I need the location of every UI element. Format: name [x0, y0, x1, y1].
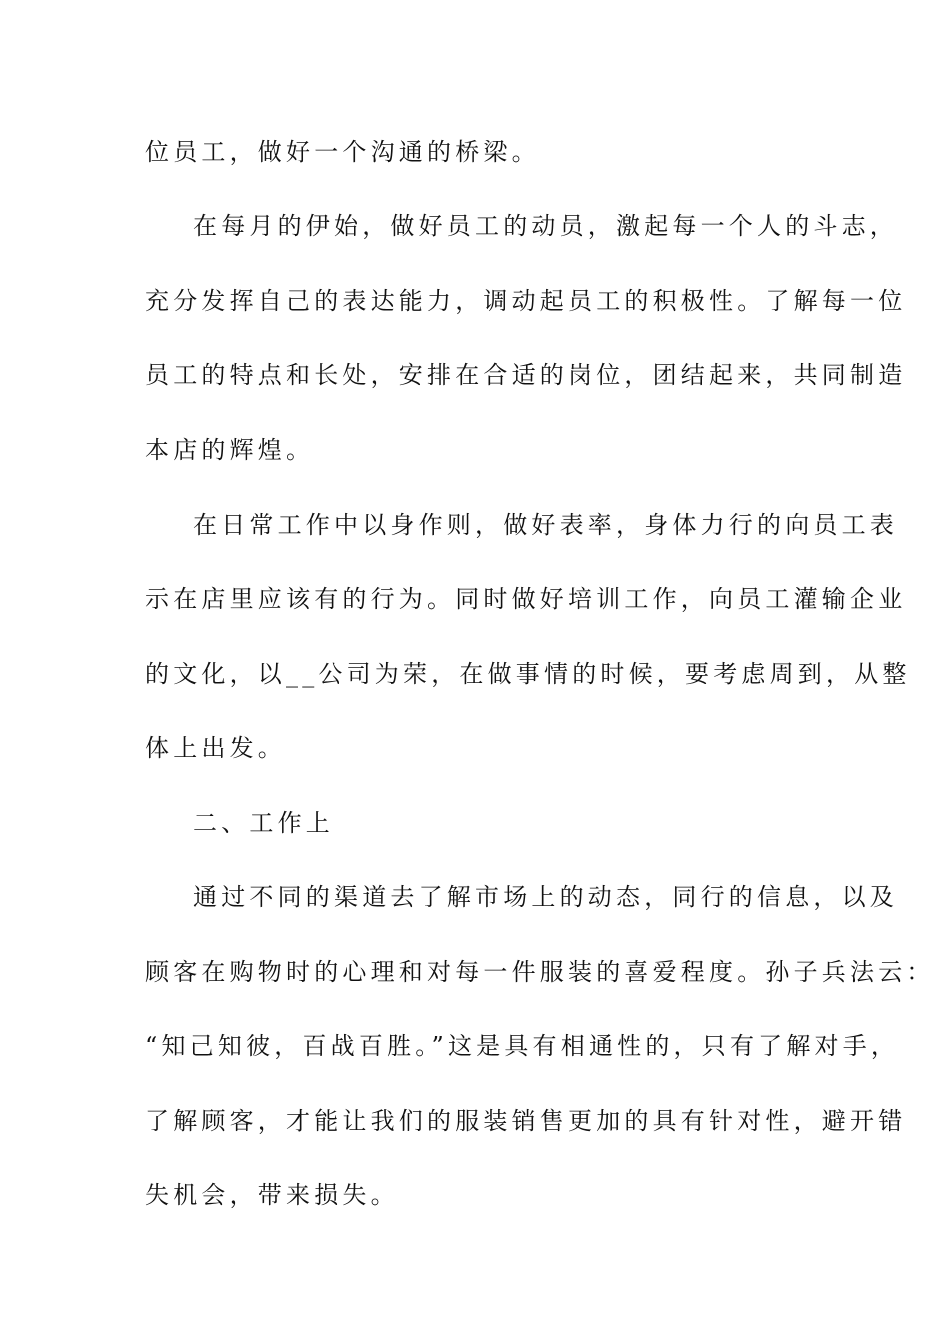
paragraph-line: 在每月的伊始，做好员工的动员，激起每一个人的斗志，	[193, 212, 898, 240]
text-line: 充分发挥自己的表达能力，调动起员工的积极性。了解每一位	[145, 287, 907, 315]
text-line: 示在店里应该有的行为。同时做好培训工作，向员工灌输企业	[145, 585, 907, 613]
text-line: 的文化，以__公司为荣，在做事情的时候，要考虑周到，从整	[145, 660, 911, 688]
text-line: 体上出发。	[145, 734, 286, 762]
text-line: 失机会，带来损失。	[145, 1181, 399, 1209]
text-line: “知己知彼，百战百胜。”这是具有相通性的，只有了解对手，	[145, 1032, 900, 1060]
paragraph-line: 通过不同的渠道去了解市场上的动态，同行的信息，以及	[193, 883, 898, 911]
text-line: 顾客在购物时的心理和对每一件服装的喜爱程度。孙子兵法云：	[145, 958, 935, 986]
text-line: 了解顾客，才能让我们的服装销售更加的具有针对性，避开错	[145, 1107, 907, 1135]
paragraph-line: 在日常工作中以身作则，做好表率，身体力行的向员工表	[193, 511, 898, 539]
text-line: 本店的辉煌。	[145, 436, 315, 464]
text-line: 位员工，做好一个沟通的桥梁。	[145, 138, 540, 166]
section-heading: 二、工作上	[193, 809, 334, 837]
text-line: 员工的特点和长处，安排在合适的岗位，团结起来，共同制造	[145, 361, 907, 389]
